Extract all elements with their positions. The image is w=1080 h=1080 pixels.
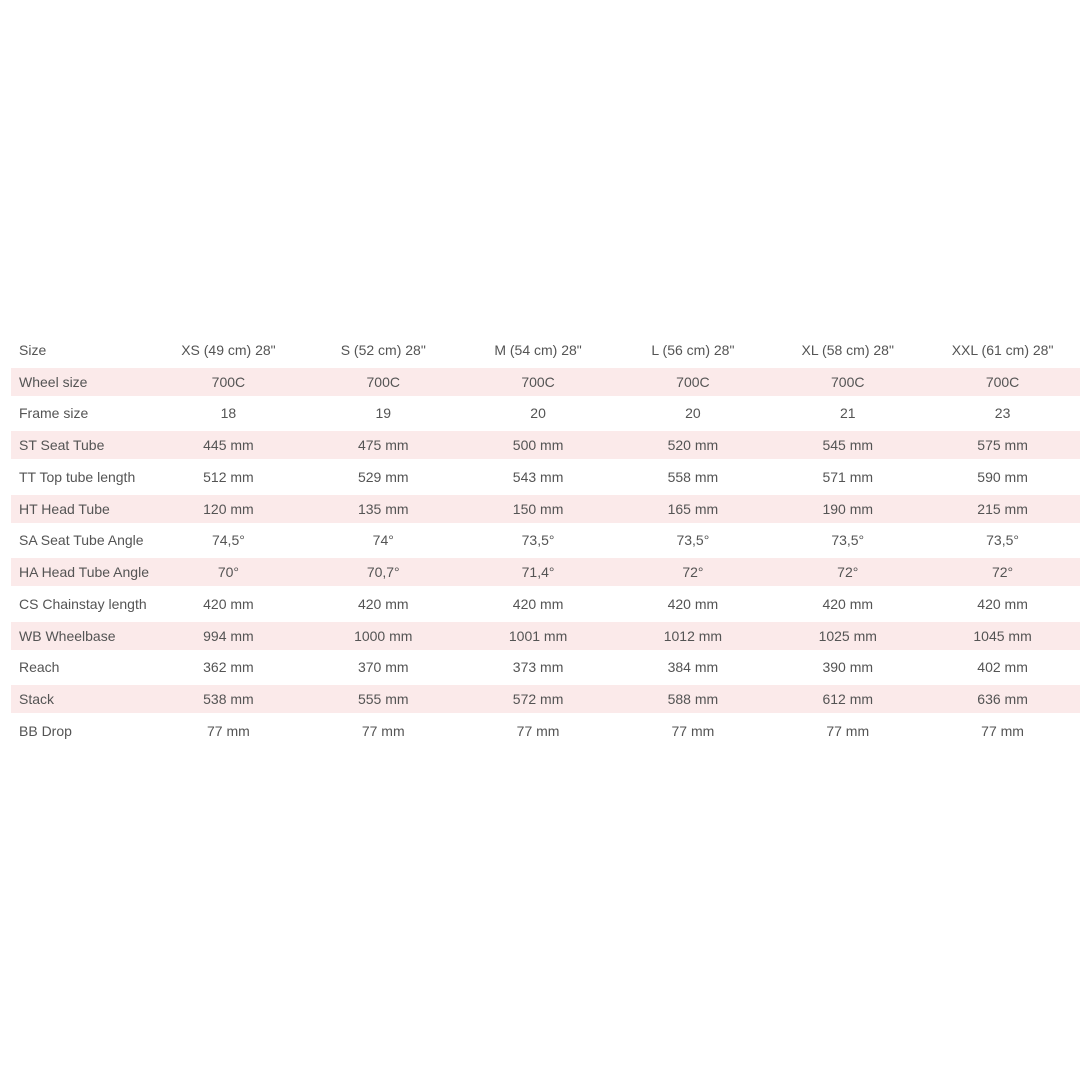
- value-cell: 555 mm: [357, 691, 409, 708]
- value-cell: 23: [994, 405, 1011, 422]
- table-row: [11, 556, 1080, 588]
- value-cell: 700C: [831, 373, 865, 390]
- value-cell: 994 mm: [203, 627, 254, 644]
- value-cell: 700C: [676, 373, 710, 390]
- value-cell: 72°: [991, 564, 1014, 581]
- table-row: [11, 429, 1080, 461]
- column-header: XS (49 cm) 28": [181, 341, 276, 358]
- value-cell: 72°: [682, 564, 704, 581]
- value-cell: 77 mm: [981, 722, 1024, 739]
- value-cell: 700C: [366, 373, 400, 390]
- value-cell: 73,5°: [676, 532, 710, 549]
- value-cell: 420 mm: [512, 595, 564, 612]
- column-header: L (56 cm) 28": [651, 341, 735, 358]
- value-cell: 390 mm: [822, 659, 874, 676]
- value-cell: 190 mm: [822, 500, 874, 517]
- value-cell: 70,7°: [366, 564, 400, 581]
- row-label: Reach: [19, 659, 60, 676]
- value-cell: 1001 mm: [508, 627, 568, 644]
- table-row: [11, 493, 1080, 525]
- value-cell: 588 mm: [667, 691, 719, 708]
- value-cell: 73,5°: [986, 532, 1019, 549]
- row-label: CS Chainstay length: [19, 595, 147, 612]
- header-size-label: Size: [19, 341, 47, 358]
- value-cell: 520 mm: [667, 437, 719, 454]
- table-row: [11, 525, 1080, 557]
- value-cell: 1025 mm: [818, 627, 877, 644]
- value-cell: 165 mm: [667, 500, 719, 517]
- value-cell: 370 mm: [357, 659, 409, 676]
- value-cell: 512 mm: [203, 468, 254, 485]
- row-label: Stack: [19, 691, 55, 708]
- value-cell: 74°: [372, 532, 394, 549]
- value-cell: 73,5°: [521, 532, 555, 549]
- table-row: [11, 620, 1080, 652]
- value-cell: 74,5°: [211, 532, 245, 549]
- row-label: TT Top tube length: [19, 468, 136, 485]
- value-cell: 373 mm: [512, 659, 564, 676]
- value-cell: 1045 mm: [973, 627, 1032, 644]
- column-header: S (52 cm) 28": [340, 341, 426, 358]
- row-label: SA Seat Tube Angle: [19, 532, 144, 549]
- value-cell: 135 mm: [357, 500, 409, 517]
- column-header: XXL (61 cm) 28": [951, 341, 1054, 358]
- row-label: HT Head Tube: [19, 500, 110, 517]
- value-cell: 1000 mm: [354, 627, 413, 644]
- value-cell: 77 mm: [207, 722, 250, 739]
- value-cell: 475 mm: [357, 437, 409, 454]
- geometry-table: [11, 334, 1080, 747]
- table-row: [11, 652, 1080, 684]
- value-cell: 700C: [985, 373, 1020, 390]
- value-cell: 700C: [521, 373, 555, 390]
- value-cell: 120 mm: [203, 500, 254, 517]
- column-header: M (54 cm) 28": [494, 341, 582, 358]
- value-cell: 420 mm: [667, 595, 719, 612]
- value-cell: 420 mm: [357, 595, 409, 612]
- table-row: [11, 683, 1080, 715]
- value-cell: 590 mm: [977, 468, 1028, 485]
- value-cell: 612 mm: [822, 691, 874, 708]
- value-cell: 77 mm: [826, 722, 870, 739]
- value-cell: 73,5°: [831, 532, 865, 549]
- value-cell: 18: [220, 405, 237, 422]
- value-cell: 543 mm: [512, 468, 564, 485]
- table-row: [11, 588, 1080, 620]
- value-cell: 545 mm: [822, 437, 874, 454]
- value-cell: 384 mm: [667, 659, 719, 676]
- row-label: ST Seat Tube: [19, 437, 105, 454]
- row-label: Frame size: [19, 405, 89, 422]
- row-label: HA Head Tube Angle: [19, 564, 149, 581]
- value-cell: 420 mm: [977, 595, 1028, 612]
- value-cell: 558 mm: [667, 468, 719, 485]
- value-cell: 575 mm: [977, 437, 1028, 454]
- value-cell: 420 mm: [203, 595, 254, 612]
- value-cell: 529 mm: [357, 468, 409, 485]
- value-cell: 71,4°: [521, 564, 555, 581]
- row-label: BB Drop: [19, 722, 72, 739]
- value-cell: 77 mm: [516, 722, 560, 739]
- value-cell: 362 mm: [203, 659, 254, 676]
- value-cell: 19: [375, 405, 392, 422]
- table-row: [11, 398, 1080, 430]
- row-label: Wheel size: [19, 373, 88, 390]
- value-cell: 1012 mm: [663, 627, 723, 644]
- table-row: [11, 715, 1080, 747]
- value-cell: 77 mm: [361, 722, 405, 739]
- table-header-row: [11, 334, 1080, 366]
- value-cell: 402 mm: [977, 659, 1028, 676]
- column-header: XL (58 cm) 28": [801, 341, 894, 358]
- value-cell: 538 mm: [203, 691, 254, 708]
- table-row: [11, 366, 1080, 398]
- value-cell: 150 mm: [512, 500, 564, 517]
- value-cell: 420 mm: [822, 595, 874, 612]
- value-cell: 500 mm: [512, 437, 564, 454]
- value-cell: 21: [839, 405, 856, 422]
- value-cell: 636 mm: [977, 691, 1028, 708]
- row-label: WB Wheelbase: [19, 627, 116, 644]
- value-cell: 72°: [837, 564, 859, 581]
- value-cell: 572 mm: [512, 691, 564, 708]
- value-cell: 77 mm: [671, 722, 715, 739]
- value-cell: 20: [530, 405, 546, 422]
- value-cell: 571 mm: [822, 468, 874, 485]
- table-row: [11, 461, 1080, 493]
- value-cell: 20: [685, 405, 701, 422]
- value-cell: 445 mm: [203, 437, 254, 454]
- value-cell: 70°: [217, 564, 239, 581]
- value-cell: 700C: [211, 373, 246, 390]
- value-cell: 215 mm: [977, 500, 1028, 517]
